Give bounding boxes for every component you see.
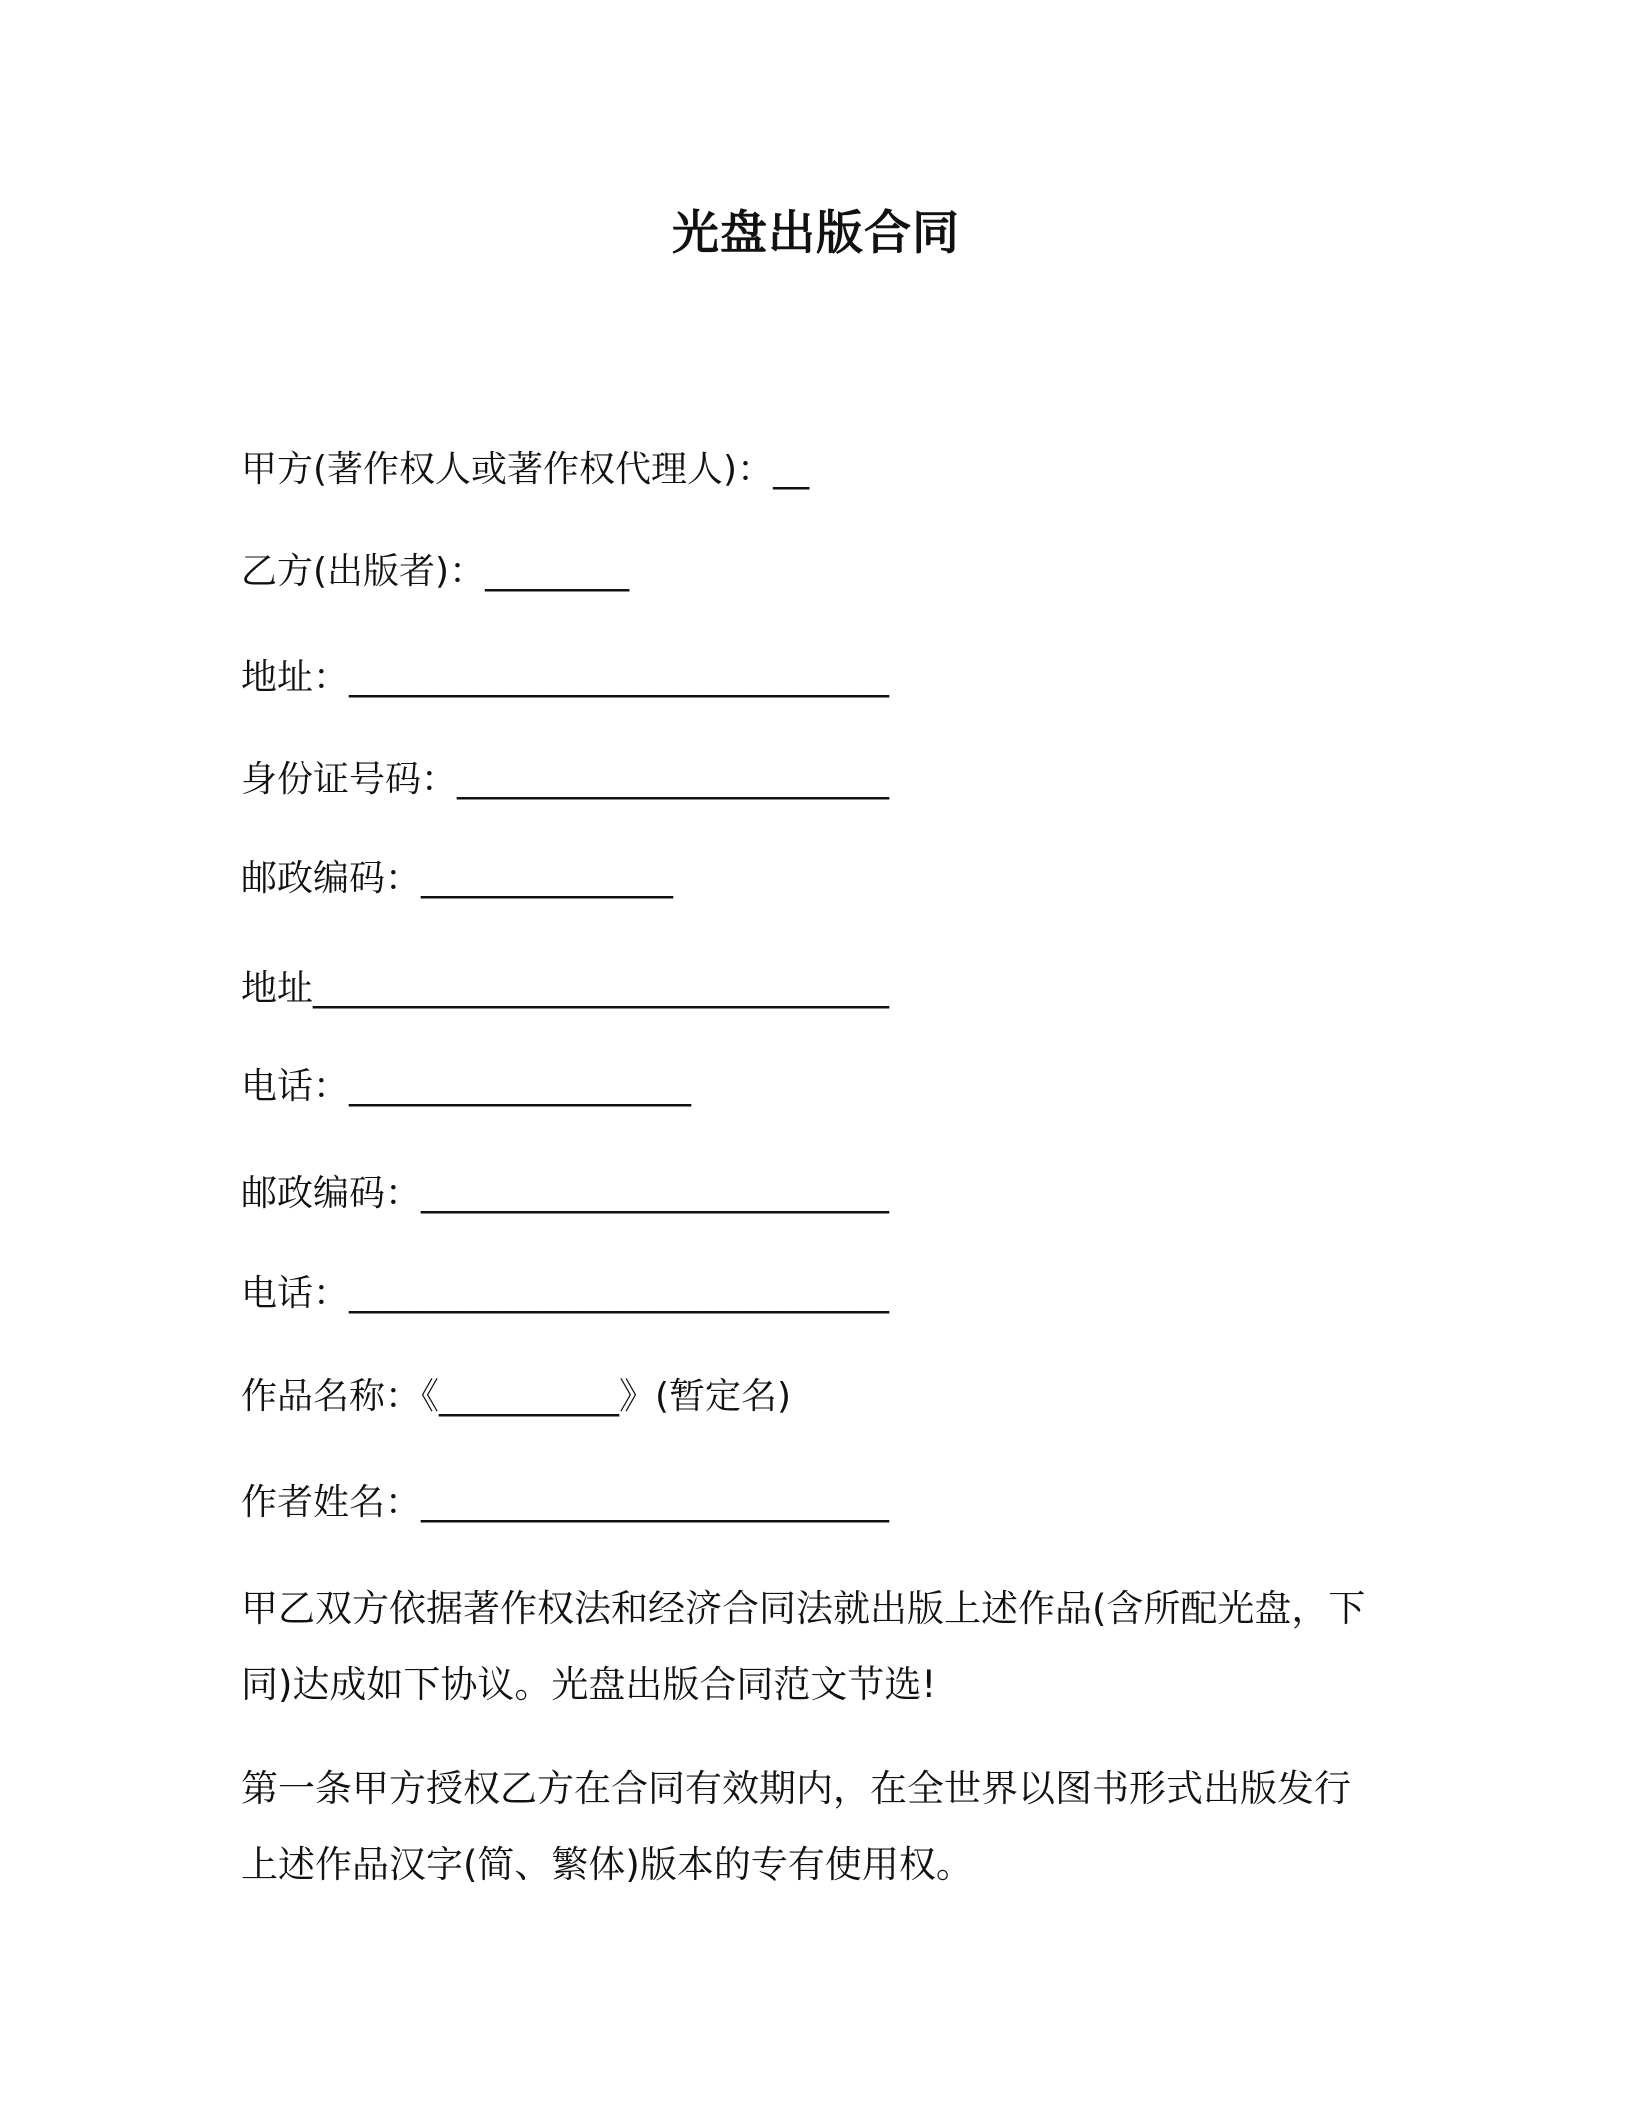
work-title-field: 作品名称：《__________》(暂定名) (241, 1376, 792, 1417)
article-one-line-1: 第一条甲方授权乙方在合同有效期内，在全世界以图书形式出版发行 (241, 1767, 1351, 1810)
id-number-field: 身份证号码：________________________ (241, 759, 890, 800)
agreement-paragraph-line-2: 同)达成如下协议。光盘出版合同范文节选! (241, 1663, 937, 1706)
phone-field-2: 电话：______________________________ (241, 1273, 890, 1314)
postal-code-field-1: 邮政编码：______________ (241, 858, 674, 899)
party-b-field: 乙方(出版者)：________ (241, 551, 630, 592)
phone-field-1: 电话：___________________ (241, 1066, 692, 1107)
author-name-field: 作者姓名：__________________________ (241, 1482, 890, 1523)
address-field-1: 地址：______________________________ (241, 657, 890, 698)
document-title: 光盘出版合同 (672, 206, 960, 261)
agreement-paragraph-line-1: 甲乙双方依据著作权法和经济合同法就出版上述作品(含所配光盘，下 (241, 1587, 1366, 1630)
address-field-2: 地址________________________________ (241, 968, 889, 1009)
article-one-line-2: 上述作品汉字(简、繁体)版本的专有使用权。 (241, 1843, 973, 1886)
party-a-field: 甲方(著作权人或著作权代理人)：__ (241, 449, 810, 490)
postal-code-field-2: 邮政编码：__________________________ (241, 1173, 890, 1214)
